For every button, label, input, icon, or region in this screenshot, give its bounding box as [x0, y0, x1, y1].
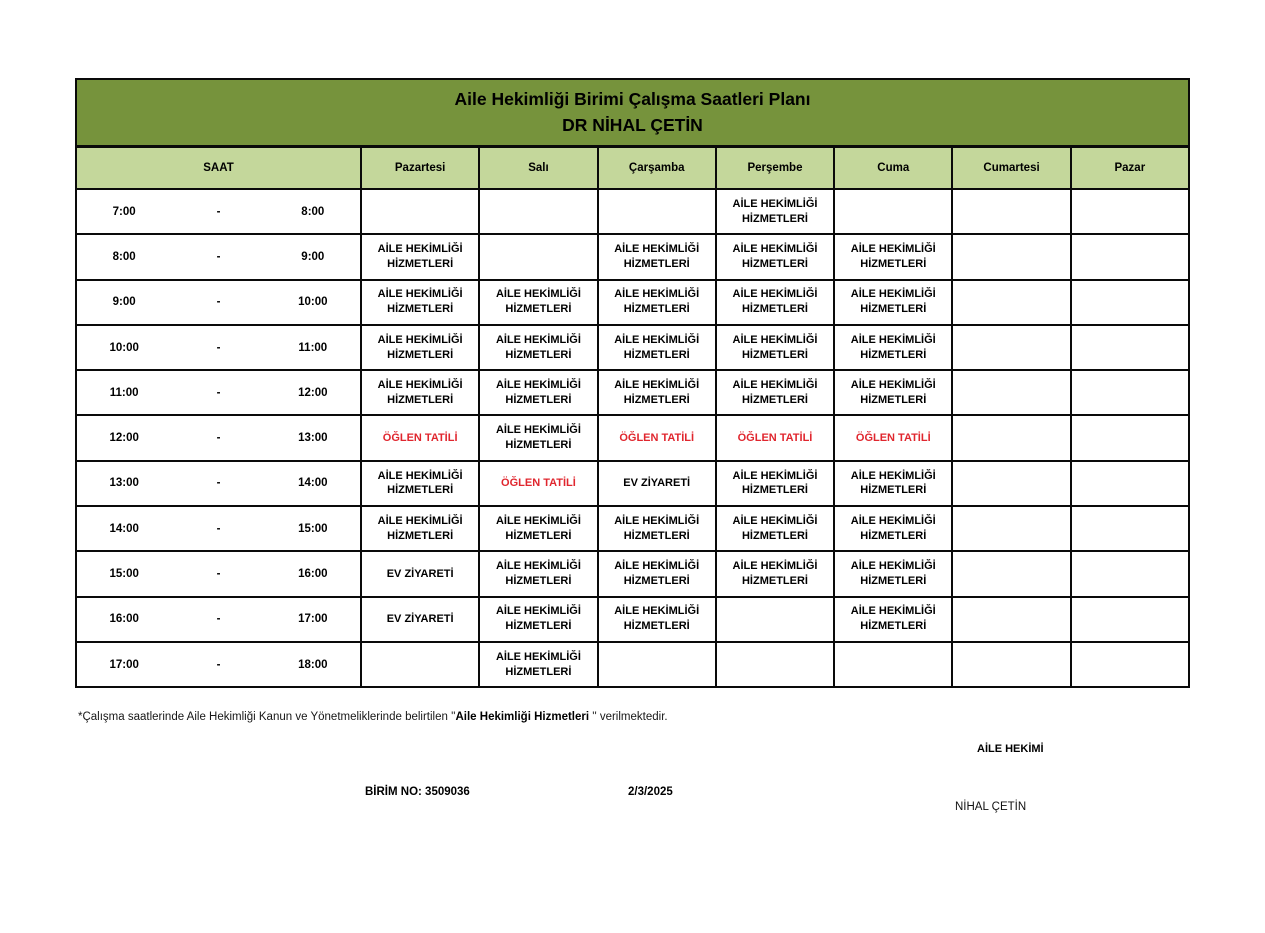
schedule-cell: [1072, 643, 1188, 686]
schedule-cell: [717, 416, 835, 459]
time-end: 8:00: [301, 205, 325, 218]
time-range: [77, 371, 362, 414]
time-start: 10:00: [109, 341, 139, 354]
time-end: 10:00: [298, 296, 328, 309]
time-dash: -: [216, 658, 221, 671]
schedule-cell: [835, 462, 953, 505]
schedule-row: [77, 235, 1188, 280]
schedule-cell: [1072, 598, 1188, 641]
schedule-cell: [362, 643, 480, 686]
time-range: [77, 552, 362, 595]
schedule-cell: [362, 281, 480, 324]
cell-text: AİLE HEKİMLİĞİ HİZMETLERİ: [614, 333, 700, 361]
cell-text: AİLE HEKİMLİĞİ HİZMETLERİ: [850, 469, 936, 497]
time-dash: -: [216, 341, 221, 354]
cell-text: AİLE HEKİMLİĞİ HİZMETLERİ: [732, 514, 818, 542]
schedule-row: [77, 416, 1188, 461]
cell-text: AİLE HEKİMLİĞİ HİZMETLERİ: [850, 514, 936, 542]
schedule-cell: [717, 371, 835, 414]
schedule-row: [77, 326, 1188, 371]
cell-text: AİLE HEKİMLİĞİ HİZMETLERİ: [850, 333, 936, 361]
time-end: 11:00: [298, 341, 328, 354]
column-header-day-5: Cumartesi: [953, 148, 1071, 188]
schedule-cell: [362, 462, 480, 505]
cell-text: AİLE HEKİMLİĞİ HİZMETLERİ: [495, 650, 581, 678]
cell-text: AİLE HEKİMLİĞİ HİZMETLERİ: [732, 469, 818, 497]
doctor-title: AİLE HEKİMİ: [977, 743, 1044, 755]
schedule-row: [77, 462, 1188, 507]
schedule-cell: [362, 326, 480, 369]
cell-text: AİLE HEKİMLİĞİ HİZMETLERİ: [732, 197, 818, 225]
schedule-cell: [1072, 507, 1188, 550]
schedule-cell: [953, 281, 1071, 324]
time-start: 15:00: [109, 568, 139, 581]
cell-text: AİLE HEKİMLİĞİ HİZMETLERİ: [732, 333, 818, 361]
cell-text: AİLE HEKİMLİĞİ HİZMETLERİ: [377, 378, 463, 406]
schedule-row: [77, 507, 1188, 552]
schedule-cell: [835, 507, 953, 550]
schedule-cell: [599, 643, 717, 686]
schedule-cell: [717, 507, 835, 550]
schedule-cell: [835, 281, 953, 324]
time-range: [77, 643, 362, 686]
cell-text: AİLE HEKİMLİĞİ HİZMETLERİ: [732, 243, 818, 270]
time-start: 7:00: [112, 205, 136, 218]
schedule-row: [77, 598, 1188, 643]
cell-text: AİLE HEKİMLİĞİ HİZMETLERİ: [377, 288, 463, 316]
column-header-day-3: Perşembe: [717, 148, 835, 188]
cell-text: ÖĞLEN TATİLİ: [382, 431, 458, 444]
schedule-cell: [362, 416, 480, 459]
cell-text: AİLE HEKİMLİĞİ HİZMETLERİ: [495, 514, 581, 542]
cell-text: AİLE HEKİMLİĞİ HİZMETLERİ: [377, 514, 463, 542]
time-start: 9:00: [112, 296, 136, 309]
time-dash: -: [216, 522, 221, 535]
schedule-cell: [599, 235, 717, 278]
column-header-day-4: Cuma: [835, 148, 953, 188]
table-header-row: [77, 148, 1188, 190]
schedule-cell: [1072, 552, 1188, 595]
schedule-cell: [599, 462, 717, 505]
schedule-cell: [599, 281, 717, 324]
schedule-row: [77, 190, 1188, 235]
time-end: 16:00: [298, 568, 328, 581]
cell-text: AİLE HEKİMLİĞİ HİZMETLERİ: [377, 333, 463, 361]
schedule-cell: [835, 371, 953, 414]
time-start: 8:00: [112, 250, 136, 263]
time-start: 17:00: [109, 658, 139, 671]
time-dash: -: [216, 477, 221, 490]
schedule-cell: [362, 598, 480, 641]
schedule-cell: [835, 190, 953, 233]
schedule-cell: [953, 416, 1071, 459]
schedule-cell: [480, 552, 598, 595]
schedule-cell: [717, 281, 835, 324]
schedule-cell: [480, 371, 598, 414]
schedule-cell: [599, 326, 717, 369]
cell-text: AİLE HEKİMLİĞİ HİZMETLERİ: [377, 243, 463, 270]
footnote-bold: Aile Hekimliği Hizmetleri: [455, 711, 593, 723]
time-end: 12:00: [298, 386, 328, 399]
cell-text: ÖĞLEN TATİLİ: [501, 477, 576, 489]
schedule-cell: [835, 598, 953, 641]
title-line-2: DR NİHAL ÇETİN: [562, 115, 703, 135]
cell-text: AİLE HEKİMLİĞİ HİZMETLERİ: [850, 605, 936, 633]
schedule-cell: [953, 371, 1071, 414]
cell-text: AİLE HEKİMLİĞİ HİZMETLERİ: [495, 288, 581, 316]
schedule-table: [75, 78, 1190, 688]
document-date: 2/3/2025: [628, 786, 673, 798]
time-dash: -: [216, 296, 221, 309]
schedule-cell: [362, 235, 480, 278]
time-start: 11:00: [109, 386, 139, 399]
cell-text: AİLE HEKİMLİĞİ HİZMETLERİ: [614, 514, 700, 542]
time-range: [77, 507, 362, 550]
time-range: [77, 326, 362, 369]
schedule-cell: [1072, 462, 1188, 505]
time-range: [77, 235, 362, 278]
column-header-day-6: Pazar: [1114, 162, 1146, 174]
cell-text: ÖĞLEN TATİLİ: [855, 431, 931, 444]
cell-text: AİLE HEKİMLİĞİ HİZMETLERİ: [732, 288, 818, 316]
footnote: [78, 711, 668, 723]
time-dash: -: [216, 432, 221, 445]
time-range: [77, 416, 362, 459]
unit-number: BİRİM NO: 3509036: [365, 786, 470, 798]
schedule-cell: [599, 598, 717, 641]
schedule-cell: [717, 598, 835, 641]
cell-text: ÖĞLEN TATİLİ: [619, 431, 695, 444]
schedule-cell: [599, 190, 717, 233]
table-body: [77, 190, 1188, 686]
time-end: 9:00: [301, 250, 325, 263]
cell-text: AİLE HEKİMLİĞİ HİZMETLERİ: [614, 605, 700, 633]
cell-text: AİLE HEKİMLİĞİ HİZMETLERİ: [732, 378, 818, 406]
schedule-cell: [599, 552, 717, 595]
time-dash: -: [216, 205, 221, 218]
schedule-cell: [1072, 281, 1188, 324]
schedule-cell: [835, 326, 953, 369]
schedule-cell: [480, 281, 598, 324]
time-start: 14:00: [109, 522, 139, 535]
schedule-cell: [599, 371, 717, 414]
time-end: 18:00: [298, 658, 328, 671]
time-start: 12:00: [109, 432, 139, 445]
cell-text: AİLE HEKİMLİĞİ HİZMETLERİ: [850, 288, 936, 316]
schedule-cell: [717, 462, 835, 505]
schedule-cell: [1072, 371, 1188, 414]
schedule-cell: [362, 371, 480, 414]
schedule-cell: [599, 416, 717, 459]
column-header-day-1: Salı: [480, 148, 598, 188]
schedule-cell: [953, 507, 1071, 550]
schedule-cell: [717, 235, 835, 278]
title-line-1: Aile Hekimliği Birimi Çalışma Saatleri Planı: [454, 89, 811, 109]
schedule-cell: [953, 598, 1071, 641]
cell-text: AİLE HEKİMLİĞİ HİZMETLERİ: [377, 469, 463, 497]
cell-text: AİLE HEKİMLİĞİ HİZMETLERİ: [495, 560, 581, 588]
column-header-day-2: Çarşamba: [599, 148, 717, 188]
table-title: [77, 80, 1188, 148]
time-dash: -: [216, 250, 221, 263]
cell-text: AİLE HEKİMLİĞİ HİZMETLERİ: [614, 560, 700, 588]
cell-text: AİLE HEKİMLİĞİ HİZMETLERİ: [614, 378, 700, 406]
cell-text: AİLE HEKİMLİĞİ HİZMETLERİ: [850, 378, 936, 406]
schedule-cell: [362, 552, 480, 595]
time-end: 15:00: [298, 522, 328, 535]
cell-text: AİLE HEKİMLİĞİ HİZMETLERİ: [495, 605, 581, 633]
schedule-cell: [480, 416, 598, 459]
doctor-name: NİHAL ÇETİN: [955, 801, 1027, 813]
schedule-cell: [1072, 326, 1188, 369]
time-end: 13:00: [298, 432, 328, 445]
time-dash: -: [216, 568, 221, 581]
cell-text: AİLE HEKİMLİĞİ HİZMETLERİ: [850, 243, 936, 270]
schedule-cell: [480, 190, 598, 233]
schedule-cell: [717, 552, 835, 595]
schedule-cell: [835, 416, 953, 459]
schedule-cell: [480, 507, 598, 550]
cell-text: AİLE HEKİMLİĞİ HİZMETLERİ: [495, 333, 581, 361]
schedule-cell: [835, 552, 953, 595]
time-end: 14:00: [298, 477, 328, 490]
cell-text: AİLE HEKİMLİĞİ HİZMETLERİ: [614, 288, 700, 316]
schedule-cell: [717, 326, 835, 369]
cell-text: AİLE HEKİMLİĞİ HİZMETLERİ: [850, 560, 936, 588]
schedule-cell: [480, 598, 598, 641]
schedule-cell: [953, 235, 1071, 278]
cell-text: AİLE HEKİMLİĞİ HİZMETLERİ: [732, 560, 818, 588]
time-dash: -: [216, 613, 221, 626]
schedule-cell: [362, 190, 480, 233]
time-start: 13:00: [109, 477, 139, 490]
footnote-suffix: '' verilmektedir.: [592, 711, 668, 723]
schedule-cell: [953, 462, 1071, 505]
time-range: [77, 190, 362, 233]
schedule-cell: [835, 235, 953, 278]
cell-text: EV ZİYARETİ: [386, 567, 454, 580]
schedule-cell: [480, 235, 598, 278]
schedule-cell: [953, 190, 1071, 233]
schedule-cell: [362, 507, 480, 550]
cell-text: EV ZİYARETİ: [623, 477, 691, 489]
schedule-row: [77, 552, 1188, 597]
time-end: 17:00: [298, 613, 328, 626]
time-range: [77, 462, 362, 505]
cell-text: AİLE HEKİMLİĞİ HİZMETLERİ: [495, 378, 581, 406]
cell-text: AİLE HEKİMLİĞİ HİZMETLERİ: [614, 243, 700, 270]
time-start: 16:00: [109, 613, 139, 626]
cell-text: ÖĞLEN TATİLİ: [737, 431, 813, 444]
schedule-cell: [717, 643, 835, 686]
time-range: [77, 598, 362, 641]
column-header-day-0: Pazartesi: [362, 148, 480, 188]
schedule-cell: [1072, 235, 1188, 278]
schedule-cell: [953, 552, 1071, 595]
schedule-cell: [1072, 416, 1188, 459]
schedule-row: [77, 281, 1188, 326]
schedule-cell: [480, 643, 598, 686]
time-range: [77, 281, 362, 324]
time-dash: -: [216, 386, 221, 399]
schedule-cell: [480, 326, 598, 369]
schedule-cell: [953, 326, 1071, 369]
schedule-cell: [953, 643, 1071, 686]
schedule-cell: [717, 190, 835, 233]
column-header-saat: SAAT: [77, 148, 362, 188]
schedule-cell: [1072, 190, 1188, 233]
cell-text: AİLE HEKİMLİĞİ HİZMETLERİ: [495, 424, 581, 452]
schedule-cell: [599, 507, 717, 550]
footnote-prefix: *Çalışma saatlerinde Aile Hekimliği Kanun ve Yönetmeliklerinde belirtilen '': [78, 711, 456, 723]
schedule-row: [77, 643, 1188, 686]
schedule-cell: [480, 462, 598, 505]
schedule-cell: [835, 643, 953, 686]
schedule-row: [77, 371, 1188, 416]
cell-text: EV ZİYARETİ: [386, 612, 454, 625]
